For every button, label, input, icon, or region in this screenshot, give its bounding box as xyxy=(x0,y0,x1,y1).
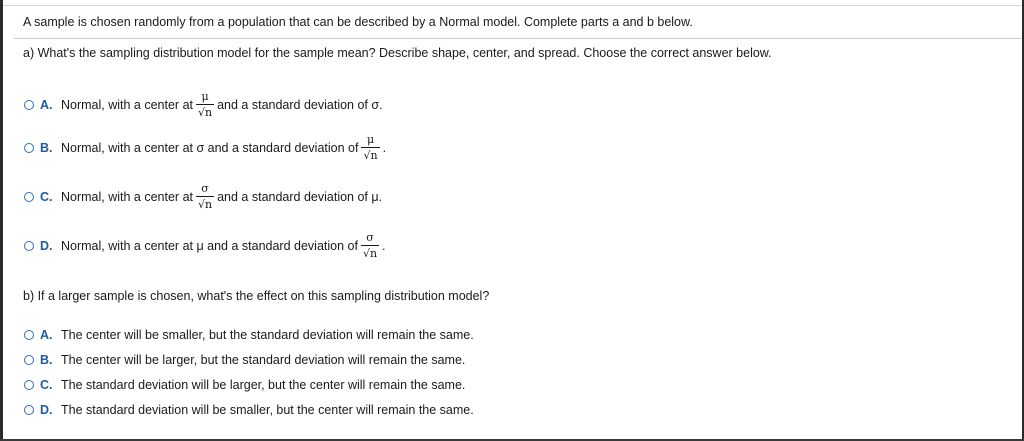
fraction-denominator: √n xyxy=(198,198,213,211)
choice-letter: D. xyxy=(40,238,53,253)
choice-text-after: and a standard deviation of σ. xyxy=(217,97,383,112)
part-b-choice-d[interactable] xyxy=(24,403,474,417)
fraction-numerator: σ xyxy=(366,231,374,244)
choice-letter: A. xyxy=(40,328,53,342)
problem-intro: A sample is chosen randomly from a population that can be described by a Normal model. Complete parts a and b below. xyxy=(23,15,693,29)
top-divider xyxy=(3,5,1022,6)
choice-text-after: . xyxy=(382,140,387,155)
choice-letter: B. xyxy=(40,140,53,155)
choice-text-after: . xyxy=(382,238,386,253)
choice-text-before: Normal, with a center at xyxy=(61,189,193,204)
radio-button-icon[interactable] xyxy=(24,355,34,365)
part-b-choice-b[interactable] xyxy=(24,353,465,367)
choice-text: The center will be larger, but the standard deviation will remain the same. xyxy=(61,353,466,367)
fraction-numerator: σ xyxy=(201,182,209,195)
fraction-denominator: √n xyxy=(362,247,378,260)
part-a-choice-a[interactable] xyxy=(24,91,383,118)
choice-text: The standard deviation will be smaller, but the center will remain the same. xyxy=(61,403,474,417)
fraction-numerator: μ xyxy=(201,90,209,103)
choice-text-after: and a standard deviation of μ. xyxy=(217,189,383,204)
fraction-denominator: √n xyxy=(198,106,213,119)
choice-letter: D. xyxy=(40,403,53,417)
choice-letter: B. xyxy=(40,353,53,367)
radio-button-icon[interactable] xyxy=(24,100,34,110)
window-edge-left xyxy=(0,0,3,441)
part-a-choice-b[interactable] xyxy=(24,134,386,161)
part-b-question: b) If a larger sample is chosen, what's the effect on this sampling distribution model? xyxy=(23,289,490,303)
fraction xyxy=(361,232,379,259)
choice-letter: C. xyxy=(40,378,53,392)
radio-button-icon[interactable] xyxy=(24,143,34,153)
radio-button-icon[interactable] xyxy=(24,241,34,251)
choice-letter: C. xyxy=(40,189,53,204)
fraction-numerator: μ xyxy=(366,133,375,146)
intro-divider xyxy=(14,38,1022,39)
radio-button-icon[interactable] xyxy=(24,380,34,390)
fraction-denominator: √n xyxy=(363,149,378,162)
fraction xyxy=(196,91,214,118)
fraction xyxy=(196,183,214,210)
choice-text xyxy=(61,134,386,161)
part-a-choice-c[interactable] xyxy=(24,183,382,210)
choice-text-before: Normal, with a center at xyxy=(61,97,193,112)
choice-text xyxy=(61,183,382,210)
part-b-choice-c[interactable] xyxy=(24,378,465,392)
radio-button-icon[interactable] xyxy=(24,405,34,415)
choice-text: The standard deviation will be larger, but the center will remain the same. xyxy=(61,378,466,392)
part-a-choice-d[interactable] xyxy=(24,232,386,259)
choice-text xyxy=(61,91,383,118)
part-a-question: a) What's the sampling distribution model for the sample mean? Describe shape, center, and spread. Choose the correct answer below. xyxy=(23,46,772,60)
choice-text-before: Normal, with a center at σ and a standard deviation of xyxy=(61,140,359,155)
choice-text-before: Normal, with a center at μ and a standard deviation of xyxy=(61,238,358,253)
choice-text xyxy=(61,232,386,259)
choice-text: The center will be smaller, but the standard deviation will remain the same. xyxy=(61,328,474,342)
choice-letter: A. xyxy=(40,97,53,112)
part-b-choice-a[interactable] xyxy=(24,328,474,342)
fraction xyxy=(361,134,379,161)
radio-button-icon[interactable] xyxy=(24,330,34,340)
radio-button-icon[interactable] xyxy=(24,192,34,202)
